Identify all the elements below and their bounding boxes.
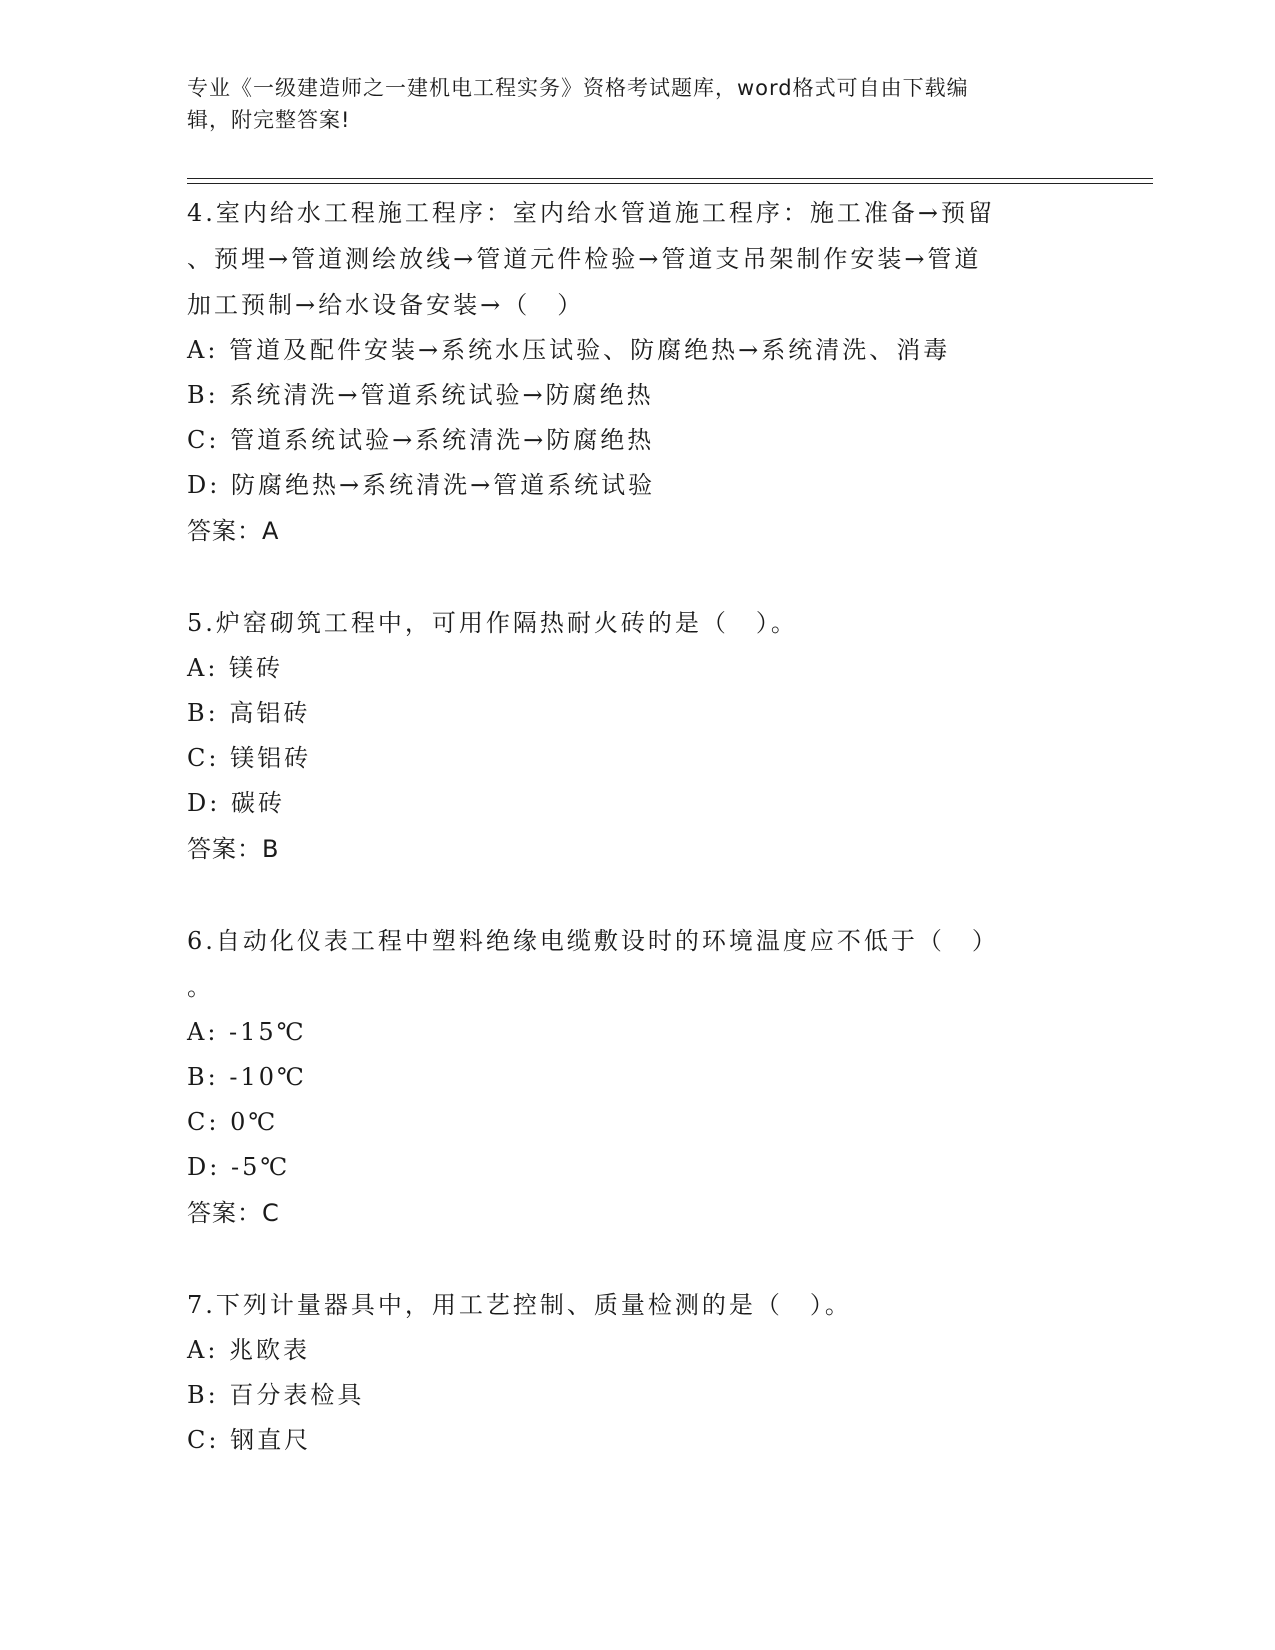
option-c: C: 管道系统试验→系统清洗→防腐绝热	[187, 426, 655, 454]
option-c: C: 0℃	[187, 1108, 279, 1136]
spacer	[187, 1236, 1067, 1282]
document-header	[187, 72, 1067, 136]
answer: 答案：A	[187, 517, 280, 545]
question-text-line: 。	[187, 973, 214, 1001]
question-list	[187, 190, 1067, 1463]
question-text-line: 加工预制→给水设备安装→（ ）	[187, 291, 585, 319]
question-7	[187, 1282, 1067, 1463]
option-c: C: 镁铝砖	[187, 744, 312, 772]
option-b: B: -10℃	[187, 1063, 307, 1091]
option-a: A: 兆欧表	[187, 1336, 311, 1364]
question-text-line: 6.自动化仪表工程中塑料绝缘电缆敷设时的环境温度应不低于（ ）	[187, 927, 999, 955]
option-b: B: 高铝砖	[187, 699, 311, 727]
option-d: D: -5℃	[187, 1153, 291, 1181]
option-d: D: 碳砖	[187, 789, 285, 817]
option-b: B: 百分表检具	[187, 1381, 365, 1409]
question-text-line: 、预埋→管道测绘放线→管道元件检验→管道支吊架制作安装→管道	[187, 245, 982, 273]
question-4	[187, 190, 1067, 554]
spacer	[187, 872, 1067, 918]
question-6	[187, 918, 1067, 1236]
header-line-1: 专业《一级建造师之一建机电工程实务》资格考试题库，word格式可自由下载编	[187, 76, 969, 100]
option-a: A: 管道及配件安装→系统水压试验、防腐绝热→系统清洗、消毒	[187, 336, 951, 364]
question-5	[187, 600, 1067, 872]
answer: 答案：B	[187, 835, 280, 863]
header-divider	[187, 178, 1153, 184]
option-b: B: 系统清洗→管道系统试验→防腐绝热	[187, 381, 654, 409]
option-d: D: 防腐绝热→系统清洗→管道系统试验	[187, 471, 656, 499]
option-c: C: 钢直尺	[187, 1426, 312, 1454]
question-text-line: 5.炉窑砌筑工程中，可用作隔热耐火砖的是（ ）。	[187, 609, 798, 637]
question-text-line: 7.下列计量器具中，用工艺控制、质量检测的是（ ）。	[187, 1291, 852, 1319]
option-a: A: 镁砖	[187, 654, 284, 682]
spacer	[187, 554, 1067, 600]
question-text-line: 4.室内给水工程施工程序：室内给水管道施工程序：施工准备→预留	[187, 199, 996, 227]
header-line-2: 辑，附完整答案!	[187, 108, 351, 132]
option-a: A: -15℃	[187, 1018, 307, 1046]
answer: 答案：C	[187, 1199, 280, 1227]
